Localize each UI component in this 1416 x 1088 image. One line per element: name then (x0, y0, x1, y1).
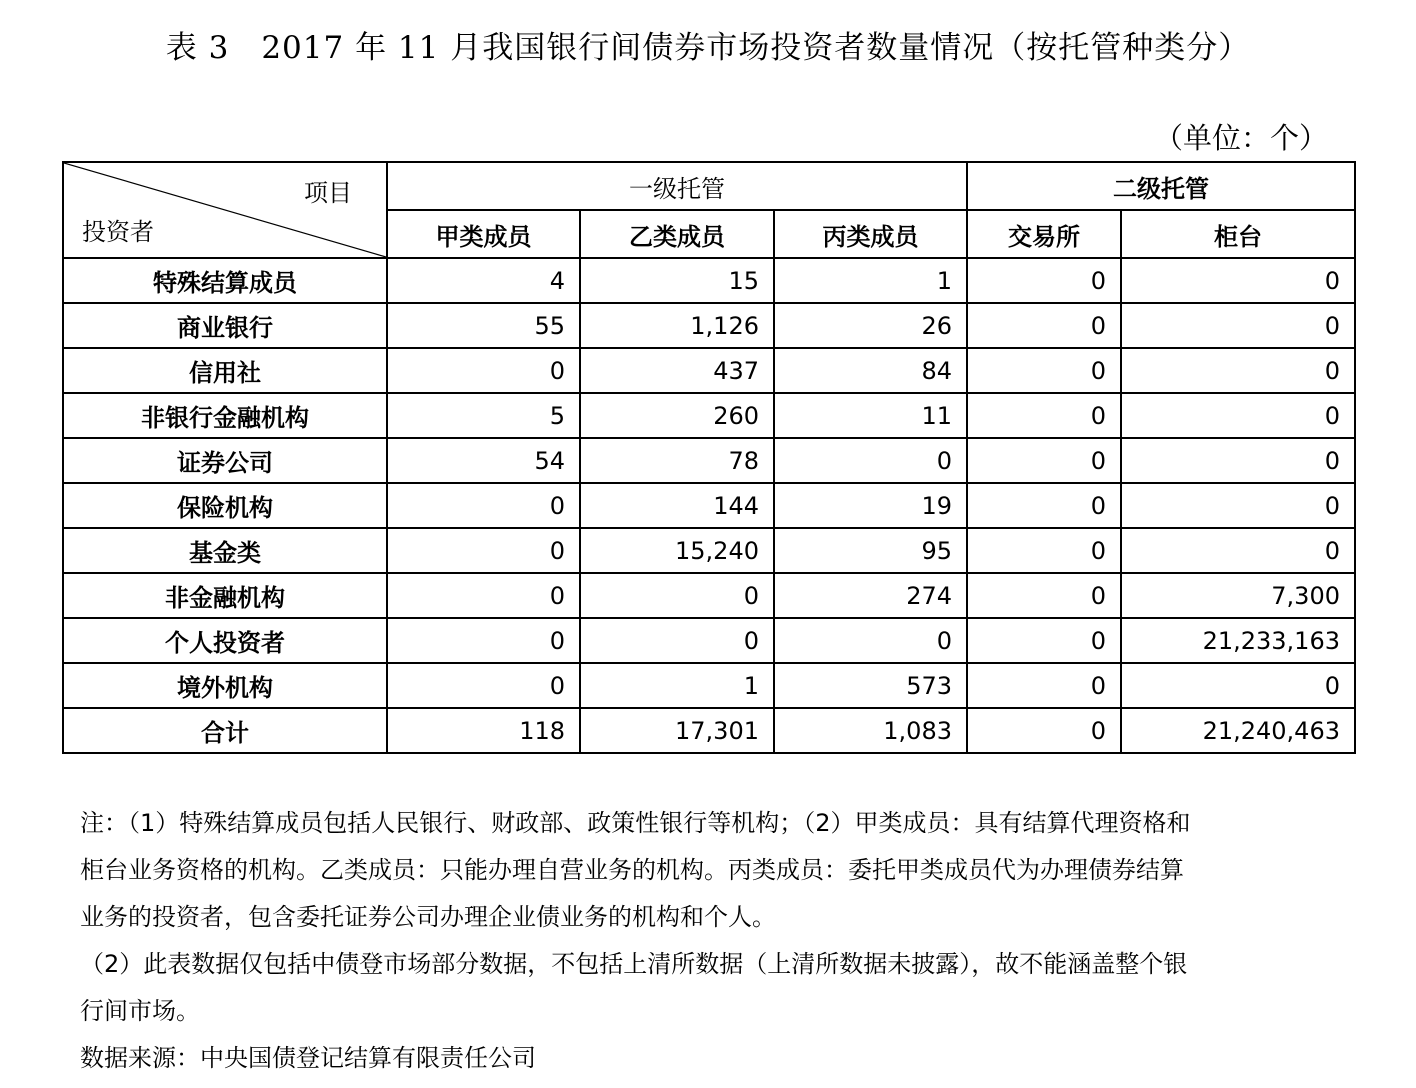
table-row (63, 708, 1355, 753)
table-cell: 0 (967, 483, 1121, 528)
note-line: 业务的投资者，包含委托证券公司办理企业债业务的机构和个人。 (80, 903, 776, 931)
column-header: 柜台 (1121, 210, 1355, 258)
notes (80, 800, 1350, 1082)
table-row (63, 483, 1355, 528)
table-row (63, 393, 1355, 438)
table-cell: 144 (580, 483, 774, 528)
table-cell: 260 (580, 393, 774, 438)
table-row (63, 528, 1355, 573)
table-row (63, 348, 1355, 393)
table-cell: 15 (580, 258, 774, 303)
table-row (63, 303, 1355, 348)
note-line: 柜台业务资格的机构。乙类成员：只能办理自营业务的机构。丙类成员：委托甲类成员代为办理债券结算 (80, 856, 1184, 884)
column-header: 甲类成员 (387, 210, 580, 258)
row-label: 合计 (63, 708, 387, 753)
row-label: 非银行金融机构 (63, 393, 387, 438)
table-cell: 19 (774, 483, 967, 528)
table-cell: 17,301 (580, 708, 774, 753)
corner-label-investor: 投资者 (82, 218, 154, 246)
data-source: 数据来源：中央国债登记结算有限责任公司 (80, 1044, 536, 1072)
table-cell: 84 (774, 348, 967, 393)
row-label: 非金融机构 (63, 573, 387, 618)
table-cell: 0 (387, 528, 580, 573)
group-header-primary: 一级托管 (387, 162, 967, 210)
row-label: 基金类 (63, 528, 387, 573)
table-cell: 0 (387, 483, 580, 528)
table-cell: 0 (1121, 348, 1355, 393)
table-cell: 78 (580, 438, 774, 483)
table-cell: 4 (387, 258, 580, 303)
table-cell: 0 (580, 573, 774, 618)
table-cell: 5 (387, 393, 580, 438)
table-title: 表 3 2017 年 11 月我国银行间债券市场投资者数量情况（按托管种类分） (165, 30, 1251, 66)
table-cell: 0 (967, 258, 1121, 303)
table-row (63, 258, 1355, 303)
table-row (63, 438, 1355, 483)
table-cell: 0 (1121, 528, 1355, 573)
note-line: 行间市场。 (80, 997, 200, 1025)
table-cell: 437 (580, 348, 774, 393)
column-header: 交易所 (967, 210, 1121, 258)
table-cell: 55 (387, 303, 580, 348)
table-cell: 0 (387, 573, 580, 618)
table-row (63, 573, 1355, 618)
table-cell: 0 (387, 618, 580, 663)
table-cell: 0 (1121, 393, 1355, 438)
table-cell: 0 (967, 393, 1121, 438)
table-cell: 11 (774, 393, 967, 438)
row-label: 保险机构 (63, 483, 387, 528)
table-cell: 15,240 (580, 528, 774, 573)
table-row (63, 618, 1355, 663)
column-header: 丙类成员 (774, 210, 967, 258)
table-cell: 0 (1121, 303, 1355, 348)
table-cell: 0 (967, 663, 1121, 708)
note-line: 注：（1）特殊结算成员包括人民银行、财政部、政策性银行等机构；（2）甲类成员：具有结算代理资格和 (80, 809, 1191, 837)
table-cell: 0 (774, 618, 967, 663)
table-cell: 0 (1121, 483, 1355, 528)
table-cell: 95 (774, 528, 967, 573)
table-cell: 274 (774, 573, 967, 618)
table-cell: 1 (580, 663, 774, 708)
row-label: 境外机构 (63, 663, 387, 708)
table-cell: 0 (967, 438, 1121, 483)
unit-label: （单位：个） (1153, 121, 1328, 155)
table-cell: 0 (967, 618, 1121, 663)
table-cell: 0 (1121, 258, 1355, 303)
row-label: 信用社 (63, 348, 387, 393)
row-label: 特殊结算成员 (63, 258, 387, 303)
table-cell: 54 (387, 438, 580, 483)
table-cell: 0 (1121, 663, 1355, 708)
column-header: 乙类成员 (580, 210, 774, 258)
table-cell: 21,233,163 (1121, 618, 1355, 663)
table-cell: 21,240,463 (1121, 708, 1355, 753)
table-cell: 0 (967, 573, 1121, 618)
table-cell: 573 (774, 663, 967, 708)
table-cell: 0 (387, 348, 580, 393)
row-label: 商业银行 (63, 303, 387, 348)
table-cell: 0 (1121, 438, 1355, 483)
table-cell: 1 (774, 258, 967, 303)
table-cell: 0 (387, 663, 580, 708)
table-cell: 0 (774, 438, 967, 483)
row-label: 证券公司 (63, 438, 387, 483)
corner-label-item: 项目 (304, 179, 352, 207)
table-cell: 1,126 (580, 303, 774, 348)
investor-table (62, 161, 1356, 754)
table-cell: 26 (774, 303, 967, 348)
table-cell: 0 (967, 708, 1121, 753)
table-cell: 0 (967, 528, 1121, 573)
table-cell: 7,300 (1121, 573, 1355, 618)
table-cell: 0 (580, 618, 774, 663)
table-row (63, 663, 1355, 708)
table-cell: 1,083 (774, 708, 967, 753)
table-cell: 0 (967, 348, 1121, 393)
table-body (63, 258, 1355, 753)
row-label: 个人投资者 (63, 618, 387, 663)
note-line: （2）此表数据仅包括中债登市场部分数据，不包括上清所数据（上清所数据未披露），故不能涵盖整个银 (80, 950, 1188, 978)
group-header-secondary: 二级托管 (967, 162, 1355, 210)
table-cell: 0 (967, 303, 1121, 348)
corner-header (63, 162, 387, 258)
table-cell: 118 (387, 708, 580, 753)
